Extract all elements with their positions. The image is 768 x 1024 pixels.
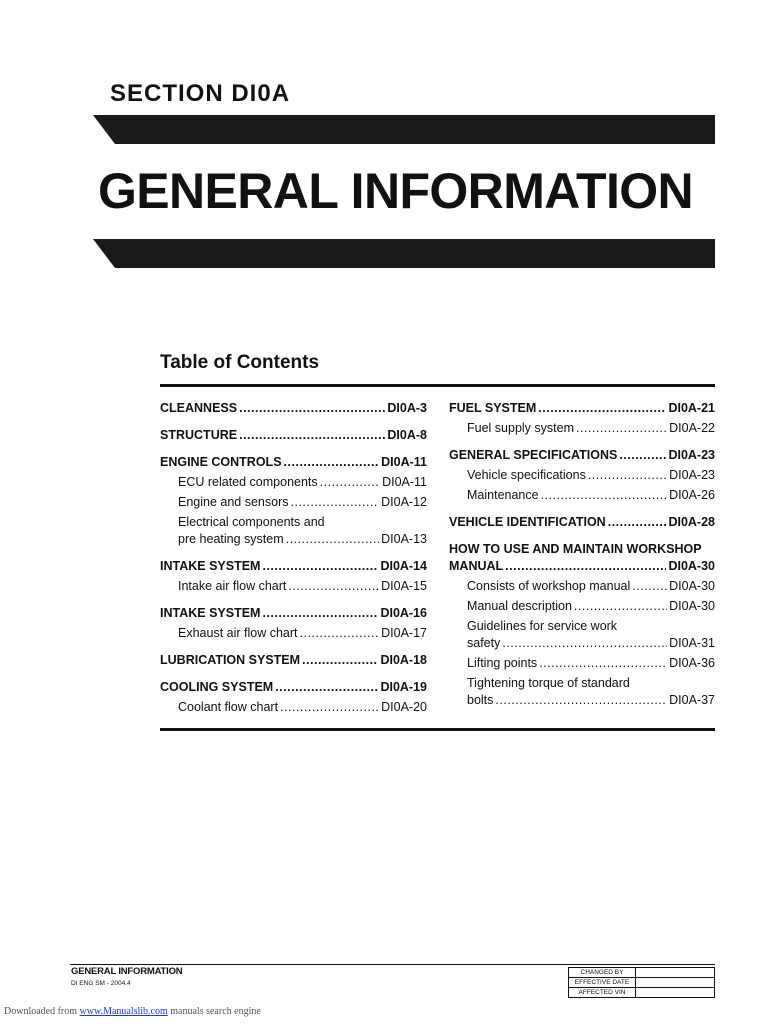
- toc-leader-dots: [239, 400, 385, 417]
- revision-value: [636, 978, 715, 988]
- toc-entry-label: Intake air flow chart: [178, 579, 287, 593]
- toc-entry-page: DI0A-21: [668, 401, 715, 415]
- toc-entry-label: safety: [467, 636, 501, 650]
- toc-entry-label: STRUCTURE: [160, 428, 238, 442]
- title-band-top: [93, 115, 715, 144]
- toc-entry-page: DI0A-15: [381, 579, 427, 593]
- toc-leader-dots: [588, 467, 667, 484]
- revision-row: [569, 968, 715, 978]
- toc-entry[interactable]: [160, 605, 427, 622]
- toc-entry-label: Exhaust air flow chart: [178, 626, 298, 640]
- toc-leader-dots: [262, 558, 378, 575]
- toc-leader-dots: [288, 578, 379, 595]
- toc-leader-dots: [302, 652, 378, 669]
- toc-entry[interactable]: [160, 514, 427, 548]
- toc-entry-label: Engine and sensors: [178, 495, 289, 509]
- toc-entry-page: DI0A-22: [669, 421, 715, 435]
- manualslib-link[interactable]: www.Manualslib.com: [79, 1006, 168, 1017]
- toc-entry-page: DI0A-30: [669, 599, 715, 613]
- toc-entry-label: ECU related components: [178, 475, 318, 489]
- toc-entry[interactable]: [160, 494, 427, 511]
- toc-entry[interactable]: [449, 598, 715, 615]
- revision-row: [569, 988, 715, 998]
- toc-entry-label: Guidelines for service work: [467, 619, 618, 633]
- revision-row: [569, 978, 715, 988]
- toc-leader-dots: [262, 605, 378, 622]
- title-band-bottom: [93, 239, 715, 268]
- toc-entry[interactable]: [160, 699, 427, 716]
- toc-leader-dots: [505, 558, 666, 575]
- toc-entry-label: GENERAL SPECIFICATIONS: [449, 448, 618, 462]
- toc-right-column: [449, 400, 715, 709]
- footer-rule: [70, 964, 715, 965]
- toc-entry-line: [178, 531, 427, 548]
- toc-entry-page: DI0A-17: [381, 626, 427, 640]
- toc-entry-line: [467, 635, 715, 652]
- toc-entry-label: CLEANNESS: [160, 401, 238, 415]
- toc-leader-dots: [280, 699, 379, 716]
- toc-entry[interactable]: [160, 679, 427, 696]
- toc-leader-dots: [576, 420, 667, 437]
- toc-entry-page: DI0A-20: [381, 700, 427, 714]
- toc-leader-dots: [541, 487, 668, 504]
- toc-entry[interactable]: [449, 420, 715, 437]
- toc-entry-page: DI0A-36: [669, 656, 715, 670]
- toc-entry[interactable]: [160, 400, 427, 417]
- toc-entry-label: Consists of workshop manual: [467, 579, 631, 593]
- toc-entry[interactable]: [160, 427, 427, 444]
- toc-entry-label: Manual description: [467, 599, 572, 613]
- toc-leader-dots: [502, 635, 667, 652]
- toc-entry-label: Coolant flow chart: [178, 700, 279, 714]
- toc-entry-page: DI0A-13: [381, 532, 427, 546]
- toc-leader-dots: [539, 655, 667, 672]
- toc-entry-label: Maintenance: [467, 488, 539, 502]
- toc-entry-label: Vehicle specifications: [467, 468, 586, 482]
- toc-left-column: [160, 400, 427, 716]
- toc-entry[interactable]: [449, 400, 715, 417]
- toc-leader-dots: [632, 578, 667, 595]
- revision-label: EFFECTIVE DATE: [569, 978, 636, 988]
- footer-title: GENERAL INFORMATION: [71, 966, 183, 977]
- toc-entry-page: DI0A-37: [669, 693, 715, 707]
- toc-entry-page: DI0A-30: [669, 579, 715, 593]
- toc-entry-page: DI0A-30: [668, 559, 715, 573]
- download-notice: [4, 1006, 261, 1017]
- toc-entry-page: DI0A-12: [381, 495, 427, 509]
- revision-value: [636, 988, 715, 998]
- toc-entry[interactable]: [449, 487, 715, 504]
- toc-top-rule: [160, 384, 715, 387]
- toc-entry-page: DI0A-11: [382, 475, 427, 489]
- toc-entry[interactable]: [449, 467, 715, 484]
- toc-leader-dots: [538, 400, 666, 417]
- toc-leader-dots: [574, 598, 667, 615]
- toc-entry[interactable]: [160, 558, 427, 575]
- toc-entry-label: COOLING SYSTEM: [160, 680, 274, 694]
- toc-entry[interactable]: [160, 652, 427, 669]
- toc-entry-label: bolts: [467, 693, 494, 707]
- toc-entry-page: DI0A-26: [669, 488, 715, 502]
- footer-doc-code: DI ENG SM - 2004.4: [71, 980, 131, 987]
- toc-leader-dots: [619, 447, 666, 464]
- revision-label: CHANGED BY: [569, 968, 636, 978]
- toc-entry-label: INTAKE SYSTEM: [160, 559, 261, 573]
- toc-entry-page: DI0A-23: [669, 468, 715, 482]
- toc-entry[interactable]: [160, 454, 427, 471]
- toc-heading: Table of Contents: [160, 352, 320, 373]
- toc-entry[interactable]: [449, 655, 715, 672]
- revision-label: AFFECTED VIN: [569, 988, 636, 998]
- toc-entry-label: MANUAL: [449, 559, 504, 573]
- toc-entry-label: ENGINE CONTROLS: [160, 455, 282, 469]
- toc-entry[interactable]: [160, 625, 427, 642]
- toc-entry-label: Electrical components and: [178, 515, 325, 529]
- toc-entry-page: DI0A-11: [381, 455, 427, 469]
- toc-entry-label: HOW TO USE AND MAINTAIN WORKSHOP: [449, 542, 702, 556]
- toc-entry-page: DI0A-19: [380, 680, 427, 694]
- toc-entry-page: DI0A-31: [669, 636, 715, 650]
- page-title: GENERAL INFORMATION: [98, 163, 694, 219]
- toc-leader-dots: [300, 625, 380, 642]
- toc-entry-label: FUEL SYSTEM: [449, 401, 537, 415]
- toc-leader-dots: [608, 514, 667, 531]
- toc-entry-label: Lifting points: [467, 656, 538, 670]
- toc-leader-dots: [275, 679, 378, 696]
- toc-entry-label: VEHICLE IDENTIFICATION: [449, 515, 606, 529]
- toc-entry-line: [467, 692, 715, 709]
- toc-leader-dots: [239, 427, 385, 444]
- toc-entry[interactable]: [449, 541, 715, 575]
- download-suffix: manuals search engine: [167, 1006, 261, 1017]
- toc-entry[interactable]: [449, 675, 715, 709]
- revision-table: [568, 967, 715, 998]
- toc-entry[interactable]: [160, 474, 427, 491]
- toc-entry[interactable]: [449, 578, 715, 595]
- toc-leader-dots: [284, 454, 380, 471]
- toc-entry-page: DI0A-28: [668, 515, 715, 529]
- toc-leader-dots: [291, 494, 380, 511]
- toc-entry-line: [449, 558, 715, 575]
- toc-entry-page: DI0A-18: [380, 653, 427, 667]
- revision-value: [636, 968, 715, 978]
- toc-entry-page: DI0A-16: [380, 606, 427, 620]
- toc-entry-page: DI0A-14: [380, 559, 427, 573]
- toc-entry-label: pre heating system: [178, 532, 284, 546]
- toc-leader-dots: [320, 474, 380, 491]
- toc-entry[interactable]: [449, 618, 715, 652]
- toc-entry-page: DI0A-8: [387, 428, 427, 442]
- toc-entry[interactable]: [160, 578, 427, 595]
- section-label: SECTION DI0A: [110, 80, 291, 107]
- toc-entry[interactable]: [449, 514, 715, 531]
- toc-entry-label: Tightening torque of standard: [467, 676, 630, 690]
- toc-entry-page: DI0A-3: [387, 401, 427, 415]
- toc-entry-label: INTAKE SYSTEM: [160, 606, 261, 620]
- toc-entry-label: Fuel supply system: [467, 421, 574, 435]
- toc-leader-dots: [286, 531, 380, 548]
- toc-leader-dots: [495, 692, 667, 709]
- download-prefix: Downloaded from: [4, 1006, 80, 1017]
- toc-bottom-rule: [160, 728, 715, 731]
- toc-entry-label: LUBRICATION SYSTEM: [160, 653, 301, 667]
- toc-entry-page: DI0A-23: [668, 448, 715, 462]
- toc-entry[interactable]: [449, 447, 715, 464]
